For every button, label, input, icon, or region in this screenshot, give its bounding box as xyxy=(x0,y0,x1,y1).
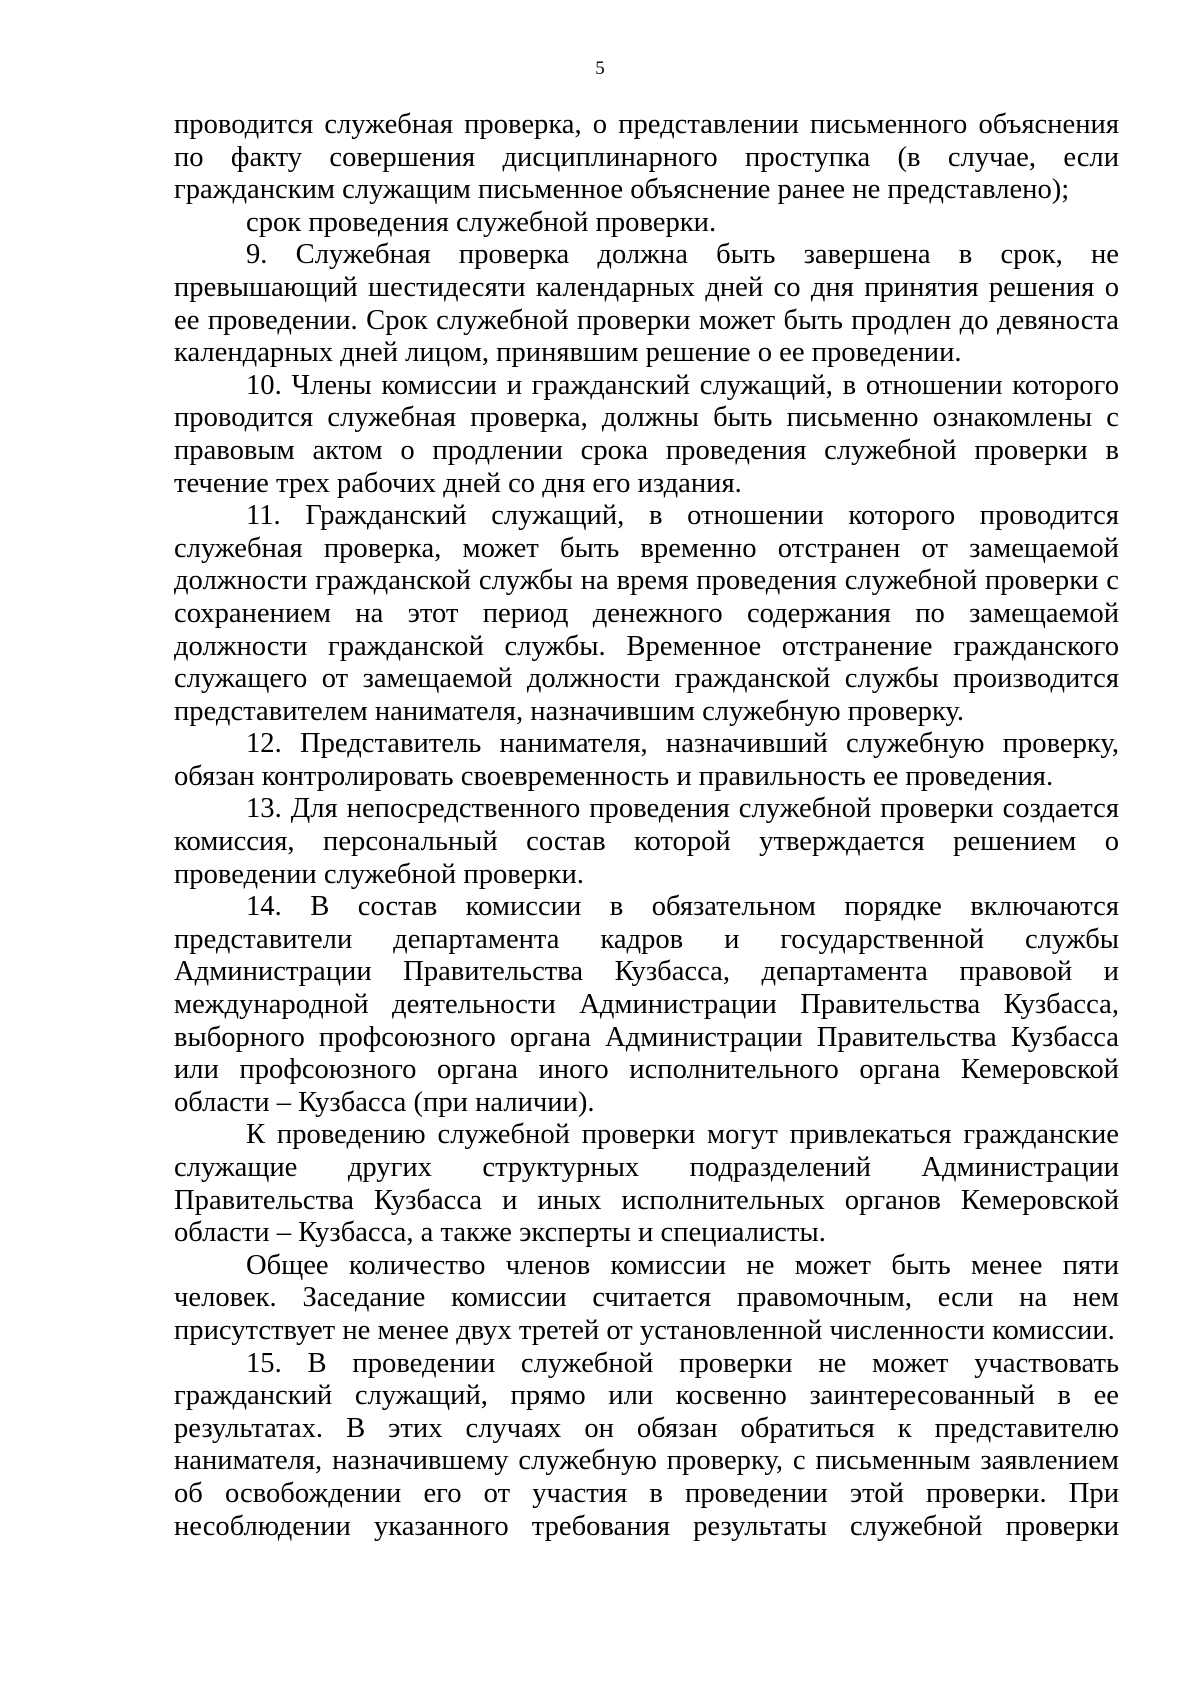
paragraph-item-12: 12. Представитель нанимателя, назначивший служебную проверку, обязан контролировать своевременность и правильность ее проведения. xyxy=(174,728,1119,792)
paragraph: К проведению служебной проверки могут привлекаться гражданские служащие других структурных подразделений Администрации Правительства Кузбасса и иных исполнительных органов Кемеровской области – Кузбасса, а также эксперты и специалисты. xyxy=(174,1119,1119,1249)
paragraph: проводится служебная проверка, о представлении письменного объяснения по факту совершения дисциплинарного проступка (в случае, если гражданским служащим письменное объяснение ранее не представлено); xyxy=(174,109,1119,206)
page-number: 5 xyxy=(595,58,605,79)
paragraph-item-13: 13. Для непосредственного проведения служебной проверки создается комиссия, персональный состав которой утверждается решением о проведении служебной проверки. xyxy=(174,793,1119,890)
document-body xyxy=(174,109,1119,1543)
paragraph-item-11: 11. Гражданский служащий, в отношении которого проводится служебная проверка, может быть временно отстранен от замещаемой должности гражданской службы на время проведения служебной проверки с сохранением на этот период денежного содержания по замещаемой должности гражданской службы. Временное отстранение гражданского служащего от замещаемой должности гражданской службы производится представителем нанимателя, назначившим служебную проверку. xyxy=(174,500,1119,727)
paragraph-item-15: 15. В проведении служебной проверки не может участвовать гражданский служащий, прямо или косвенно заинтересованный в ее результатах. В этих случаях он обязан обратиться к представителю нанимателя, назначившему служебную проверку, с письменным заявлением об освобождении его от участия в проведении этой проверки. При несоблюдении указанного требования результаты служебной проверки xyxy=(174,1347,1119,1542)
paragraph-item-14: 14. В состав комиссии в обязательном порядке включаются представители департамента кадров и государственной службы Администрации Правительства Кузбасса, департамента правовой и международной деятельности Администрации Правительства Кузбасса, выборного профсоюзного органа Администрации Правительства Кузбасса или профсоюзного органа иного исполнительного органа Кемеровской области – Кузбасса (при наличии). xyxy=(174,891,1119,1118)
paragraph-item-10: 10. Члены комиссии и гражданский служащий, в отношении которого проводится служебная проверка, должны быть письменно ознакомлены с правовым актом о продлении срока проведения служебной проверки в течение трех рабочих дней со дня его издания. xyxy=(174,369,1119,499)
paragraph: срок проведения служебной проверки. xyxy=(246,206,717,238)
paragraph: Общее количество членов комиссии не может быть менее пяти человек. Заседание комиссии считается правомочным, если на нем присутствует не менее двух третей от установленной численности комиссии. xyxy=(174,1249,1119,1346)
paragraph-item-9: 9. Служебная проверка должна быть завершена в срок, не превышающий шестидесяти календарных дней со дня принятия решения о ее проведении. Срок служебной проверки может быть продлен до девяноста календарных дней лицом, принявшим решение о ее проведении. xyxy=(174,239,1119,369)
